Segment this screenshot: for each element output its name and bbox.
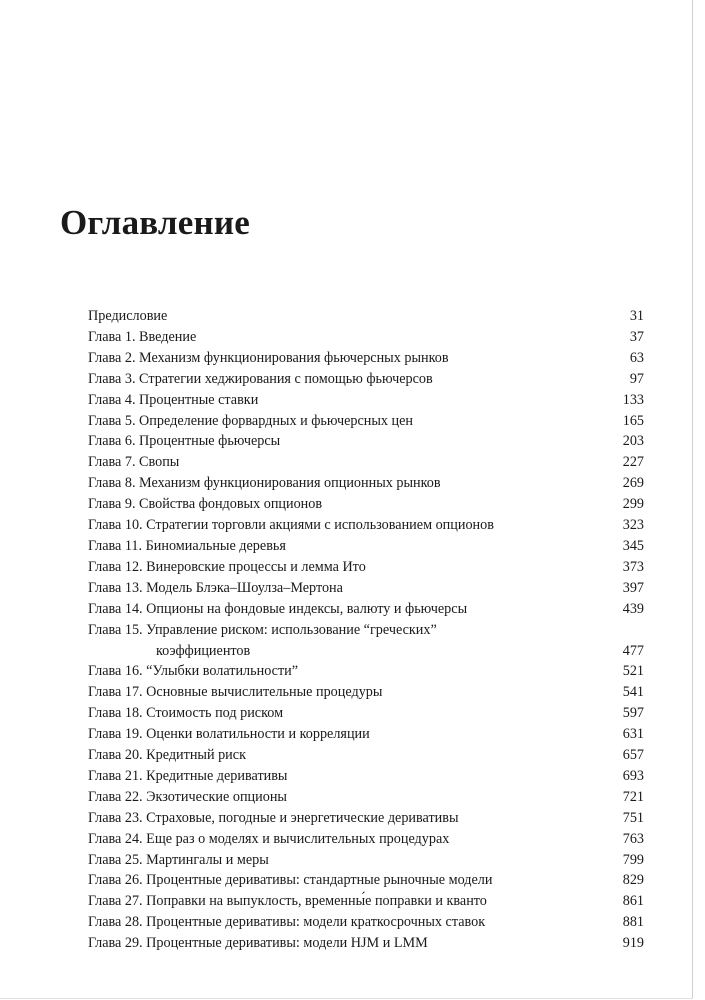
toc-entry-title xyxy=(88,536,604,557)
toc-entry-page-number: 477 xyxy=(622,642,644,659)
toc-entry[interactable] xyxy=(88,599,644,620)
toc-entry-title-text: Глава 17. Основные вычислительные процедуры xyxy=(88,684,383,701)
toc-entry-page-number: 37 xyxy=(629,328,644,345)
table-of-contents xyxy=(88,306,644,954)
toc-entry-page-number: 881 xyxy=(622,914,644,931)
toc-entry-page-number: 133 xyxy=(622,391,644,408)
toc-entry-title xyxy=(88,703,604,724)
toc-entry-title-text: Глава 13. Модель Блэка–Шоулза–Мертона xyxy=(88,579,343,596)
toc-entry-title-text: Глава 1. Введение xyxy=(88,328,197,345)
toc-entry-page-number: 323 xyxy=(622,517,644,534)
toc-entry-title-text: Глава 19. Оценки волатильности и корреляции xyxy=(88,726,370,743)
toc-entry-page-number: 721 xyxy=(622,788,644,805)
toc-entry-title-text: Глава 15. Управление риском: использование “греческих” xyxy=(88,621,437,638)
toc-entry-page-number: 165 xyxy=(622,412,644,429)
toc-entry-page-number: 345 xyxy=(622,537,644,554)
toc-entry-page-number: 299 xyxy=(622,496,644,513)
toc-entry-page-number: 751 xyxy=(622,809,644,826)
toc-entry-page-number: 269 xyxy=(622,475,644,492)
toc-entry-page-number: 861 xyxy=(622,893,644,910)
toc-entry-page-number: 657 xyxy=(622,747,644,764)
toc-entry-title-text: Глава 7. Свопы xyxy=(88,454,180,471)
toc-entry[interactable] xyxy=(88,327,644,348)
toc-entry-title-continuation: коэффициентов xyxy=(156,642,251,659)
toc-entry-title xyxy=(88,515,604,536)
toc-entry-title xyxy=(88,745,604,766)
toc-entry-title xyxy=(88,808,604,829)
toc-entry-page-number: 799 xyxy=(622,851,644,868)
page-title: Оглавление xyxy=(60,203,250,242)
toc-entry-title-text: Глава 22. Экзотические опционы xyxy=(88,788,287,805)
toc-entry-page-number: 597 xyxy=(622,705,644,722)
toc-entry[interactable] xyxy=(88,682,644,703)
toc-entry-title xyxy=(88,766,604,787)
toc-entry-title-text: Глава 11. Биномиальные деревья xyxy=(88,537,286,554)
toc-entry-title xyxy=(88,724,604,745)
toc-entry-title xyxy=(88,912,604,933)
toc-entry[interactable] xyxy=(88,620,644,662)
toc-entry-page-number: 521 xyxy=(622,663,644,680)
toc-entry-title xyxy=(88,557,604,578)
toc-entry-title-text: Глава 12. Винеровские процессы и лемма Ито xyxy=(88,558,366,575)
toc-entry-title-text: Глава 26. Процентные деривативы: стандартные рыночные модели xyxy=(88,872,493,889)
toc-entry-title xyxy=(88,933,604,954)
toc-entry-page-number: 541 xyxy=(622,684,644,701)
toc-entry[interactable] xyxy=(88,473,644,494)
toc-entry-page-number: 919 xyxy=(622,935,644,952)
toc-entry-title xyxy=(88,494,604,515)
toc-entry[interactable] xyxy=(88,578,644,599)
toc-entry-page-number: 439 xyxy=(622,600,644,617)
toc-entry-title xyxy=(88,431,604,452)
toc-entry-title xyxy=(88,682,604,703)
toc-entry-page-number: 203 xyxy=(622,433,644,450)
toc-entry-page-number: 693 xyxy=(622,767,644,784)
toc-entry-title-text: Предисловие xyxy=(88,308,168,324)
toc-entry[interactable] xyxy=(88,745,644,766)
toc-entry-title xyxy=(88,452,604,473)
toc-entry-title xyxy=(88,870,604,891)
toc-entry-page-number: 829 xyxy=(622,872,644,889)
toc-entry-page-number: 31 xyxy=(629,308,644,324)
toc-entry[interactable] xyxy=(88,536,644,557)
toc-entry-title-text: Глава 5. Определение форвардных и фьючерсных цен xyxy=(88,412,414,429)
toc-entry-title xyxy=(88,369,604,390)
toc-entry[interactable] xyxy=(88,557,644,578)
toc-entry[interactable] xyxy=(88,891,644,912)
toc-entry[interactable] xyxy=(88,494,644,515)
toc-entry-page-number: 631 xyxy=(622,726,644,743)
toc-entry-title xyxy=(88,348,604,369)
toc-entry-title-text: Глава 14. Опционы на фондовые индексы, валюту и фьючерсы xyxy=(88,600,468,617)
toc-entry[interactable] xyxy=(88,912,644,933)
toc-entry-title-text: Глава 4. Процентные ставки xyxy=(88,391,259,408)
toc-entry-title-text: Глава 3. Стратегии хеджирования с помощью фьючерсов xyxy=(88,370,433,387)
toc-entry[interactable] xyxy=(88,452,644,473)
toc-entry-page-number: 97 xyxy=(629,370,644,387)
toc-entry-title-text: Глава 29. Процентные деривативы: модели HJM и LMM xyxy=(88,935,428,952)
toc-entry-title-text: Глава 20. Кредитный риск xyxy=(88,747,246,764)
toc-entry-title-text: Глава 2. Механизм функционирования фьючерсных рынков xyxy=(88,349,449,366)
toc-entry[interactable] xyxy=(88,787,644,808)
toc-entry-title-text: Глава 23. Страховые, погодные и энергетические деривативы xyxy=(88,809,459,826)
toc-entry[interactable] xyxy=(88,724,644,745)
toc-entry-page-number: 397 xyxy=(622,579,644,596)
toc-entry-title xyxy=(88,390,604,411)
toc-entry-page-number: 373 xyxy=(622,558,644,575)
toc-entry-page-number: 63 xyxy=(629,349,644,366)
toc-entry-title xyxy=(88,473,604,494)
toc-entry[interactable] xyxy=(88,661,644,682)
toc-entry[interactable] xyxy=(88,829,644,850)
toc-entry-title-text: Глава 10. Стратегии торговли акциями с использованием опционов xyxy=(88,517,494,534)
toc-entry-title xyxy=(88,787,604,808)
toc-entry-title xyxy=(88,829,604,850)
toc-entry-title xyxy=(88,306,604,327)
toc-entry-title xyxy=(88,599,604,620)
toc-entry-title-text: Глава 6. Процентные фьючерсы xyxy=(88,433,281,450)
toc-entry-title xyxy=(88,578,604,599)
toc-entry-title-text: Глава 16. “Улыбки волатильности” xyxy=(88,663,299,680)
toc-entry-title-text: Глава 27. Поправки на выпуклость, временны́е поправки и кванто xyxy=(88,893,487,910)
toc-entry-title xyxy=(88,620,604,662)
toc-entry[interactable] xyxy=(88,703,644,724)
toc-entry-title-text: Глава 28. Процентные деривативы: модели краткосрочных ставок xyxy=(88,914,486,931)
toc-entry[interactable] xyxy=(88,808,644,829)
toc-entry-title xyxy=(88,661,604,682)
toc-entry[interactable] xyxy=(88,390,644,411)
toc-entry-title xyxy=(88,850,604,871)
toc-entry-page-number: 227 xyxy=(622,454,644,471)
toc-entry-title-text: Глава 24. Еще раз о моделях и вычислительных процедурах xyxy=(88,830,450,847)
toc-entry-title xyxy=(88,411,604,432)
toc-entry-title xyxy=(88,891,604,912)
toc-entry[interactable] xyxy=(88,306,644,327)
toc-entry[interactable] xyxy=(88,369,644,390)
toc-entry[interactable] xyxy=(88,348,644,369)
toc-entry-title-text: Глава 18. Стоимость под риском xyxy=(88,705,284,722)
toc-entry[interactable] xyxy=(88,515,644,536)
toc-entry[interactable] xyxy=(88,850,644,871)
toc-entry-title-text: Глава 21. Кредитные деривативы xyxy=(88,767,288,784)
toc-entry[interactable] xyxy=(88,411,644,432)
toc-entry-title-text: Глава 25. Мартингалы и меры xyxy=(88,851,269,868)
toc-entry[interactable] xyxy=(88,766,644,787)
toc-entry[interactable] xyxy=(88,870,644,891)
toc-entry-page-number: 763 xyxy=(622,830,644,847)
toc-entry-title xyxy=(88,327,604,348)
toc-entry[interactable] xyxy=(88,431,644,452)
toc-entry-title-text: Глава 8. Механизм функционирования опционных рынков xyxy=(88,475,441,492)
toc-entry[interactable] xyxy=(88,933,644,954)
toc-entry-title-text: Глава 9. Свойства фондовых опционов xyxy=(88,496,323,513)
